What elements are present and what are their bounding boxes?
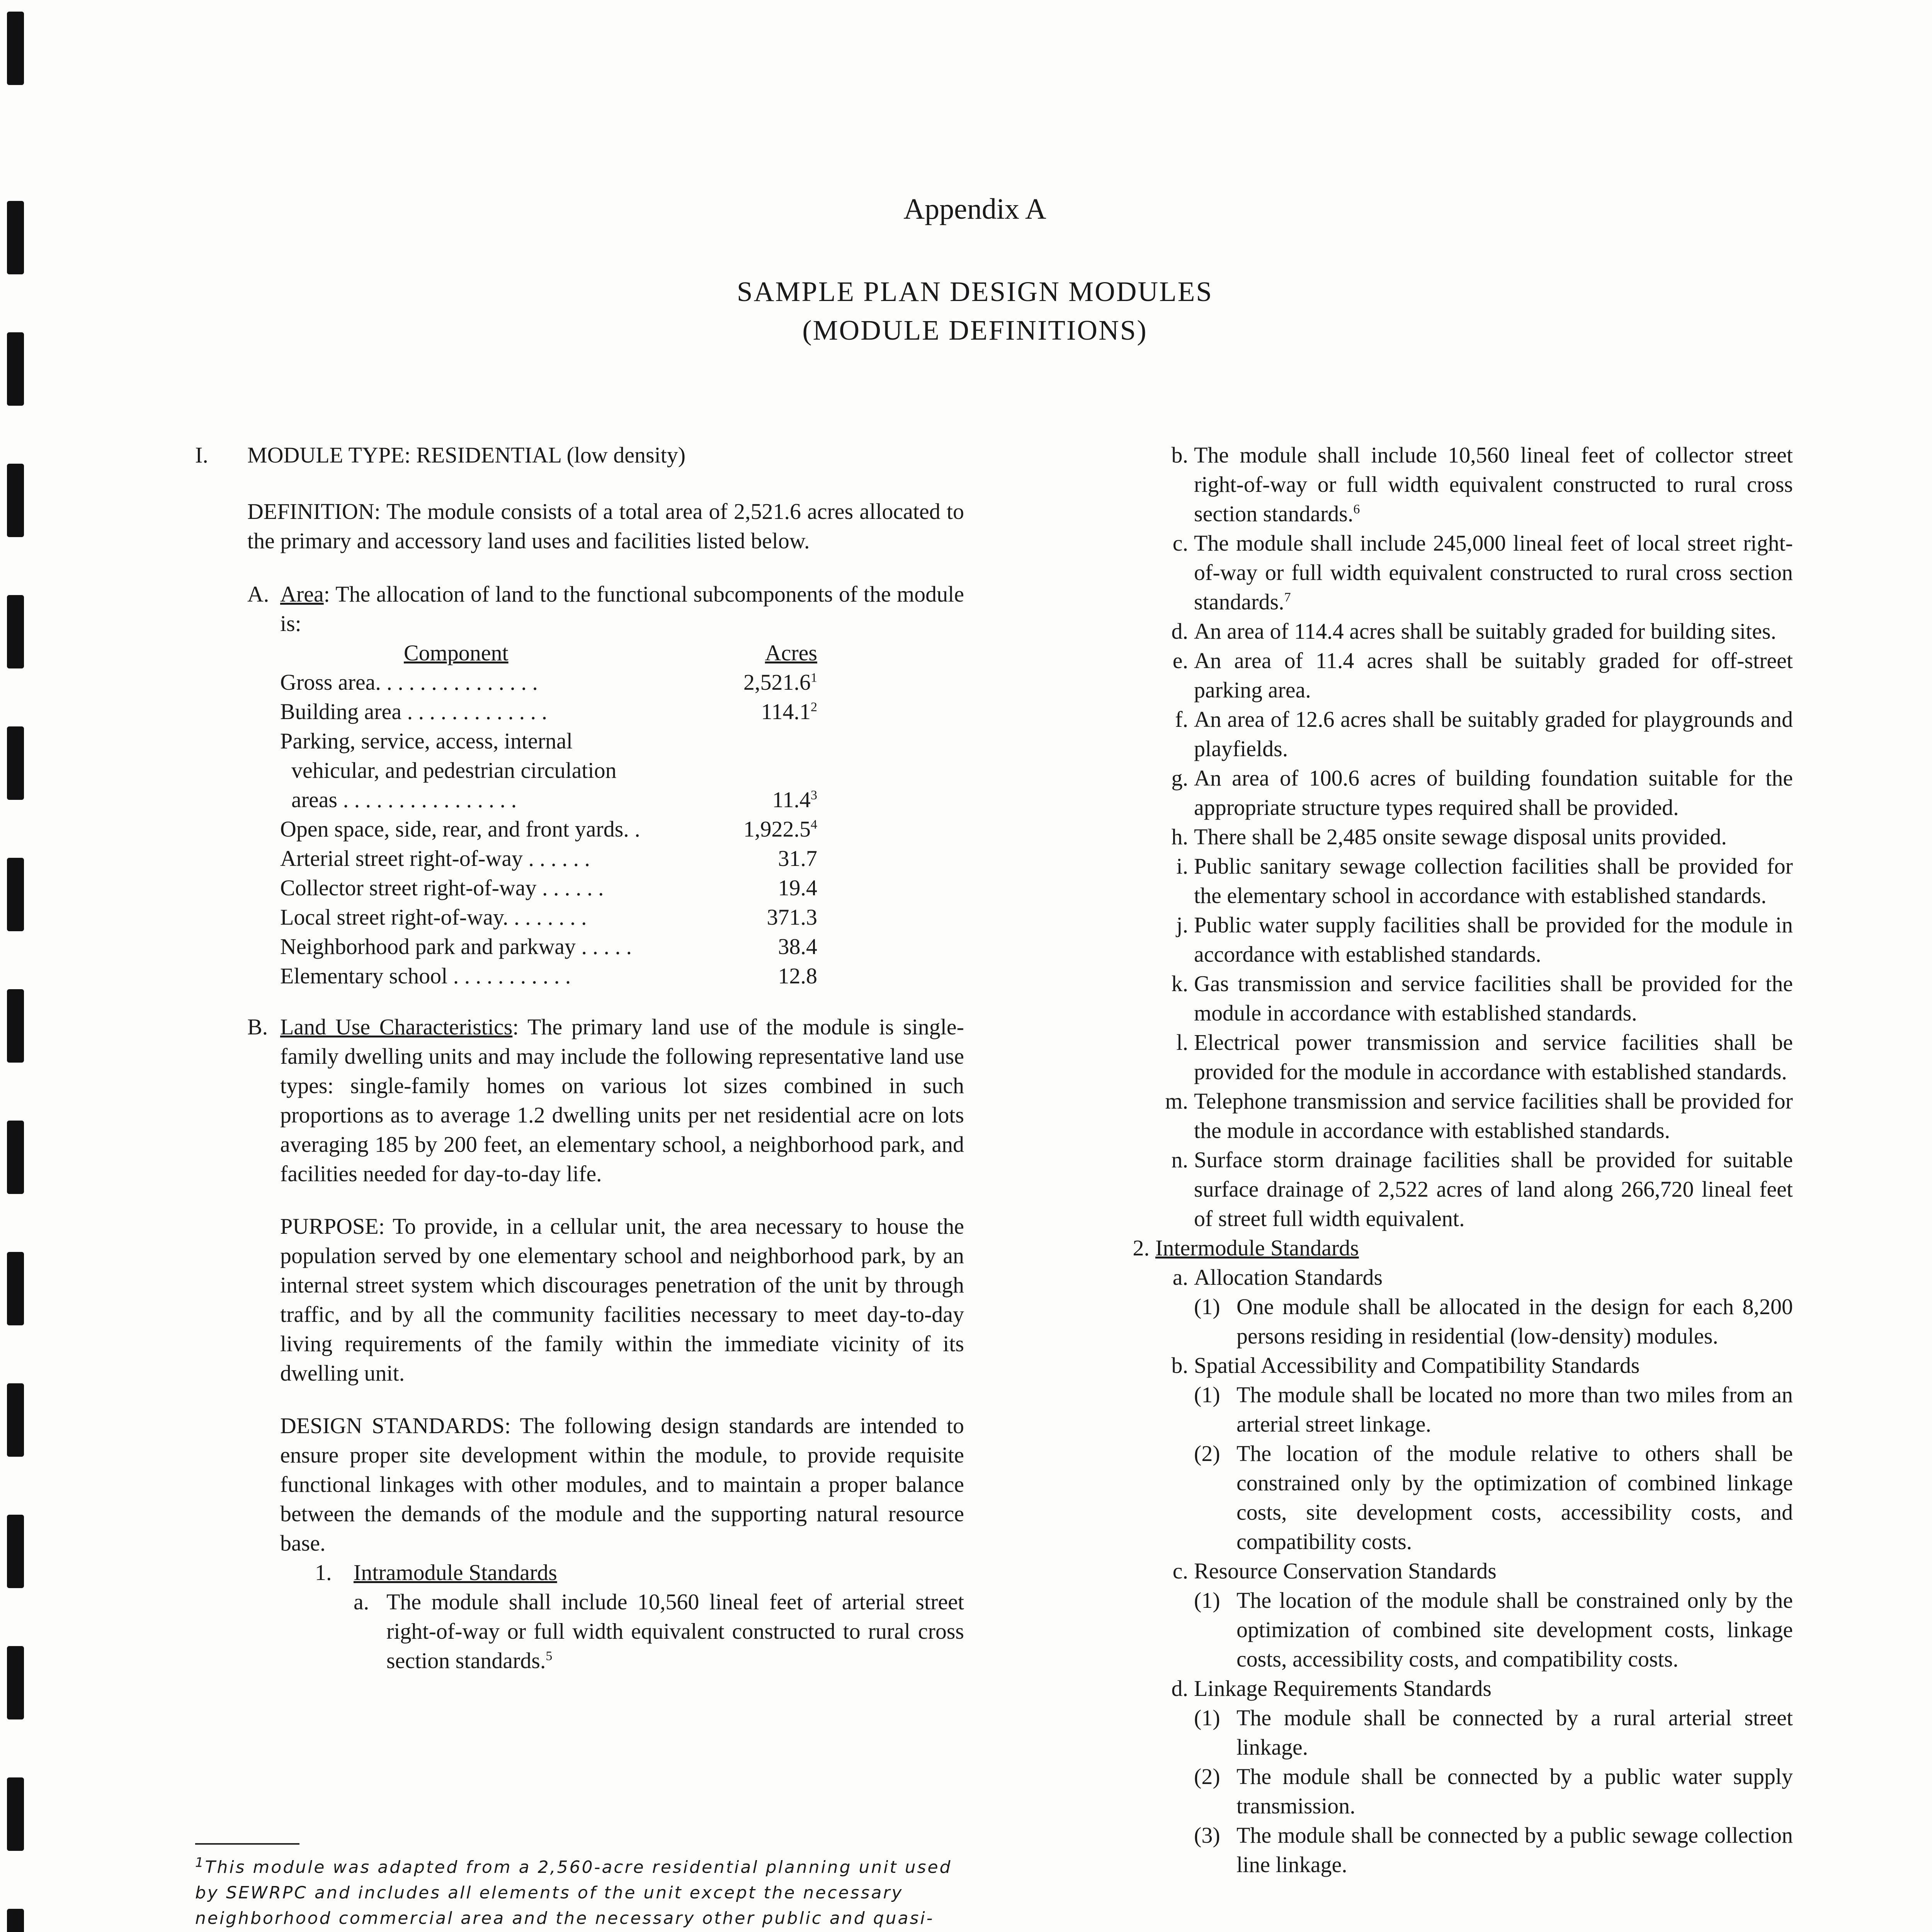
list-item	[1155, 440, 1793, 529]
group-heading	[1155, 1556, 1793, 1586]
group-heading	[1155, 1351, 1793, 1380]
purpose-paragraph: PURPOSE: To provide, in a cellular unit, the area necessary to house the population served by one elementary school and neighborhood park, by an internal street system which discourages penetration of the unit by through traffic, and by all the community facilities necessary to meet day-to-day living requirements of the family within the immediate vicinity of its dwelling unit.	[280, 1214, 964, 1386]
component-table	[280, 668, 817, 991]
left-column	[195, 440, 964, 1675]
table-row	[280, 785, 817, 815]
item-text: The module shall be connected by a public sewage collection line linkage.	[1236, 1823, 1793, 1877]
scan-mark	[7, 1777, 24, 1851]
intramodule-title: Intramodule Standards	[354, 1560, 557, 1585]
item-text: An area of 114.4 acres shall be suitably graded for building sites.	[1194, 619, 1777, 644]
scan-mark	[7, 1252, 24, 1325]
item-label: k.	[1171, 971, 1188, 996]
scan-mark	[7, 595, 24, 668]
item-label: (1)	[1194, 1705, 1220, 1730]
land-use-title: Land Use Characteristics	[280, 1014, 513, 1039]
group-label: c.	[1172, 1558, 1188, 1583]
item-text: The location of the module relative to others shall be constrained only by the optimization of combined linkage costs, site development costs, accessibility costs, and compatibility costs.	[1236, 1441, 1793, 1554]
list-item	[1155, 852, 1793, 910]
appendix-label: Appendix A	[903, 193, 1046, 225]
item-label: e.	[1172, 648, 1188, 673]
item-label: n.	[1171, 1147, 1188, 1172]
footnote-number: 1	[195, 1855, 205, 1871]
component-name: vehicular, and pedestrian circulation	[280, 758, 617, 783]
footnotes-left	[195, 1855, 968, 1932]
land-use-text	[280, 1012, 964, 1189]
scan-mark	[7, 1646, 24, 1719]
footnote-ref: 4	[811, 817, 817, 832]
item-text: An area of 12.6 acres shall be suitably graded for playgrounds and playfields.	[1194, 707, 1793, 761]
land-use-label: B.	[247, 1014, 268, 1039]
list-item	[1194, 1821, 1793, 1879]
component-name: Open space, side, rear, and front yards. .	[280, 816, 640, 842]
definition-paragraph: DEFINITION: The module consists of a total area of 2,521.6 acres allocated to the primary and accessory land uses and facilities listed below.	[247, 499, 964, 553]
group-title: Allocation Standards	[1194, 1265, 1383, 1290]
item-text: Surface storm drainage facilities shall be provided for suitable surface drainage of 2,522 acres of land along 266,720 lineal feet of street full width equivalent.	[1194, 1147, 1793, 1231]
table-row	[280, 697, 817, 726]
footnote-ref: 5	[546, 1649, 553, 1663]
footnote-ref: 7	[1284, 590, 1291, 605]
footnote-text: This module was adapted from a 2,560-acre residential planning unit used by SEWRPC and includes all elements of the unit except the necessary neighborhood commercial area and the necessary other public and quasi-	[195, 1857, 952, 1928]
item-label: g.	[1171, 765, 1188, 791]
intramodule-heading	[315, 1558, 964, 1587]
group-label: d.	[1171, 1676, 1188, 1701]
item-label: j.	[1176, 912, 1188, 937]
item-text: Public sanitary sewage collection facilities shall be provided for the elementary school in accordance with established standards.	[1194, 854, 1793, 908]
intermodule-groups	[1117, 1263, 1793, 1879]
list-item	[1155, 529, 1793, 617]
item-text: The module shall be located no more than two miles from an arterial street linkage.	[1236, 1382, 1793, 1437]
item-label: f.	[1175, 707, 1188, 732]
component-name: Collector street right-of-way . . . . . .	[280, 875, 604, 900]
item-label: d.	[1171, 619, 1188, 644]
component-acres: 1,922.5$^4$	[743, 816, 817, 842]
design-standards-paragraph: DESIGN STANDARDS: The following design standards are intended to ensure proper site development within the module, to provide requisite functional linkages with other modules, and to maintain a proper balance between the demands of the module and the supporting natural resource base.	[280, 1413, 964, 1556]
list-item	[1194, 1439, 1793, 1556]
list-item	[1155, 705, 1793, 764]
component-acres: 371.3	[767, 905, 817, 930]
item-label: (3)	[1194, 1823, 1220, 1848]
item-label: (1)	[1194, 1382, 1220, 1407]
table-row	[280, 756, 817, 785]
intramodule-label: 1.	[315, 1560, 332, 1585]
land-use-body: : The primary land use of the module is single-family dwelling units and may include the following representative land use types: single-family homes on various lot sizes combined in such proportions as to average 1.2 dwelling units per net residential acre on lots averaging 185 by 200 feet, an elementary school, a neighborhood park, and facilities needed for day-to-day life.	[280, 1014, 964, 1186]
footnote-ref: 3	[811, 788, 817, 803]
item-label: m.	[1165, 1088, 1188, 1114]
item-text: The module shall include 245,000 lineal feet of local street right-of-way or full width equivalent constructed to rural cross section standards.$^7$	[1194, 531, 1793, 614]
item-label: h.	[1171, 824, 1188, 849]
intermodule-title: Intermodule Standards	[1155, 1235, 1359, 1260]
table-row	[280, 815, 817, 844]
item-text: Electrical power transmission and service facilities shall be provided for the module in accordance with established standards.	[1194, 1030, 1793, 1084]
component-name: areas . . . . . . . . . . . . . . . .	[280, 787, 517, 812]
list-item	[1155, 646, 1793, 705]
table-row	[280, 726, 817, 756]
area-section	[247, 580, 964, 638]
scan-mark	[7, 1909, 24, 1932]
intramodule-items	[1117, 440, 1793, 1233]
component-name: Arterial street right-of-way . . . . . .	[280, 846, 590, 871]
col-component: Component	[404, 640, 509, 665]
item-text: An area of 100.6 acres of building foundation suitable for the appropriate structure types required shall be provided.	[1194, 765, 1793, 820]
list-item	[1194, 1703, 1793, 1762]
list-item	[1194, 1292, 1793, 1351]
scan-mark	[7, 1121, 24, 1194]
col-acres: Acres	[765, 640, 817, 665]
item-label: l.	[1176, 1030, 1188, 1055]
section-label: I.	[195, 442, 208, 468]
list-item	[1155, 1087, 1793, 1145]
item-text: Gas transmission and service facilities shall be provided for the module in accordance with established standards.	[1194, 971, 1793, 1026]
intramodule-item-a	[354, 1587, 964, 1675]
page-title	[0, 272, 1932, 350]
group-title: Resource Conservation Standards	[1194, 1558, 1497, 1583]
title-line-1: SAMPLE PLAN DESIGN MODULES	[737, 276, 1213, 307]
right-column	[1117, 440, 1793, 1879]
land-use-section	[247, 1012, 964, 1189]
item-label: a.	[354, 1589, 369, 1614]
item-text: Public water supply facilities shall be provided for the module in accordance with established standards.	[1194, 912, 1793, 967]
list-item	[1155, 910, 1793, 969]
scan-mark	[7, 464, 24, 537]
table-row	[280, 932, 817, 961]
title-line-2: (MODULE DEFINITIONS)	[802, 315, 1148, 346]
intermodule-label: 2.	[1133, 1235, 1150, 1260]
component-name: Elementary school . . . . . . . . . . .	[280, 963, 571, 988]
item-text: There shall be 2,485 onsite sewage disposal units provided.	[1194, 824, 1727, 849]
section-heading-text: MODULE TYPE: RESIDENTIAL (low density)	[247, 442, 686, 468]
item-label: (2)	[1194, 1441, 1220, 1466]
component-acres: 38.4	[778, 934, 817, 959]
intermodule-heading	[1117, 1233, 1793, 1263]
list-item	[1194, 1586, 1793, 1674]
table-row	[280, 961, 817, 991]
footnote-rule-left	[195, 1843, 299, 1845]
table-row	[280, 903, 817, 932]
group-label: a.	[1172, 1265, 1188, 1290]
component-name: Gross area. . . . . . . . . . . . . . .	[280, 670, 538, 695]
item-text: An area of 11.4 acres shall be suitably graded for off-street parking area.	[1194, 648, 1793, 702]
list-item	[1155, 617, 1793, 646]
scan-mark	[7, 1515, 24, 1588]
component-acres	[732, 756, 817, 785]
component-acres: 12.8	[778, 963, 817, 988]
item-text: The module shall include 10,560 lineal feet of arterial street right-of-way or full width equivalent constructed to rural cross section standards.$^5$	[386, 1589, 964, 1673]
item-text: The module shall include 10,560 lineal feet of collector street right-of-way or full width equivalent constructed to rural cross section standards.$^6$	[1194, 442, 1793, 526]
group-heading	[1155, 1263, 1793, 1292]
scan-mark	[7, 1383, 24, 1457]
list-item	[1155, 822, 1793, 852]
component-name: Neighborhood park and parkway . . . . .	[280, 934, 632, 959]
list-item	[1194, 1380, 1793, 1439]
list-item	[1155, 969, 1793, 1028]
list-item	[1194, 1762, 1793, 1821]
scan-mark	[7, 858, 24, 931]
footnote-ref: 1	[811, 670, 817, 685]
component-acres: 2,521.6$^1$	[743, 670, 817, 695]
component-table-header	[404, 638, 817, 668]
item-label: (1)	[1194, 1294, 1220, 1319]
list-item	[1155, 1145, 1793, 1233]
component-name: Parking, service, access, internal	[280, 728, 573, 753]
area-label: A.	[247, 582, 269, 607]
component-name: Building area . . . . . . . . . . . . .	[280, 699, 548, 724]
component-acres: 31.7	[778, 846, 817, 871]
component-acres	[732, 726, 817, 756]
table-row	[280, 873, 817, 903]
table-row	[280, 844, 817, 873]
group-title: Linkage Requirements Standards	[1194, 1676, 1492, 1701]
area-title: Area	[280, 582, 324, 607]
scan-mark	[7, 989, 24, 1063]
item-text: Telephone transmission and service facilities shall be provided for the module in accordance with established standards.	[1194, 1088, 1793, 1143]
group-title: Spatial Accessibility and Compatibility Standards	[1194, 1353, 1640, 1378]
area-text	[280, 580, 964, 638]
footnote-ref: 2	[811, 700, 817, 714]
scan-mark	[7, 12, 24, 85]
footnote	[195, 1855, 968, 1932]
section-heading	[195, 440, 964, 470]
footnote-ref: 6	[1353, 502, 1360, 517]
table-row	[280, 668, 817, 697]
component-name: Local street right-of-way. . . . . . . .	[280, 905, 587, 930]
item-label: b.	[1171, 442, 1188, 468]
item-text: The module shall be connected by a rural arterial street linkage.	[1236, 1705, 1793, 1760]
item-label: c.	[1172, 531, 1188, 556]
item-text: The location of the module shall be constrained only by the optimization of combined site development costs, linkage costs, accessibility costs, and compatibility costs.	[1236, 1588, 1793, 1672]
scan-mark	[7, 726, 24, 800]
item-label: i.	[1176, 854, 1188, 879]
item-label: (1)	[1194, 1588, 1220, 1613]
list-item	[1155, 764, 1793, 822]
list-item	[1155, 1028, 1793, 1087]
component-acres: 114.1$^2$	[761, 699, 817, 724]
component-acres: 11.4$^3$	[772, 787, 817, 812]
item-text: One module shall be allocated in the design for each 8,200 persons residing in residential (low-density) modules.	[1236, 1294, 1793, 1349]
group-heading	[1155, 1674, 1793, 1703]
item-label: (2)	[1194, 1764, 1220, 1789]
item-text: The module shall be connected by a public water supply transmission.	[1236, 1764, 1793, 1818]
area-body: : The allocation of land to the functional subcomponents of the module is:	[280, 582, 964, 636]
group-label: b.	[1171, 1353, 1188, 1378]
component-acres: 19.4	[778, 875, 817, 900]
